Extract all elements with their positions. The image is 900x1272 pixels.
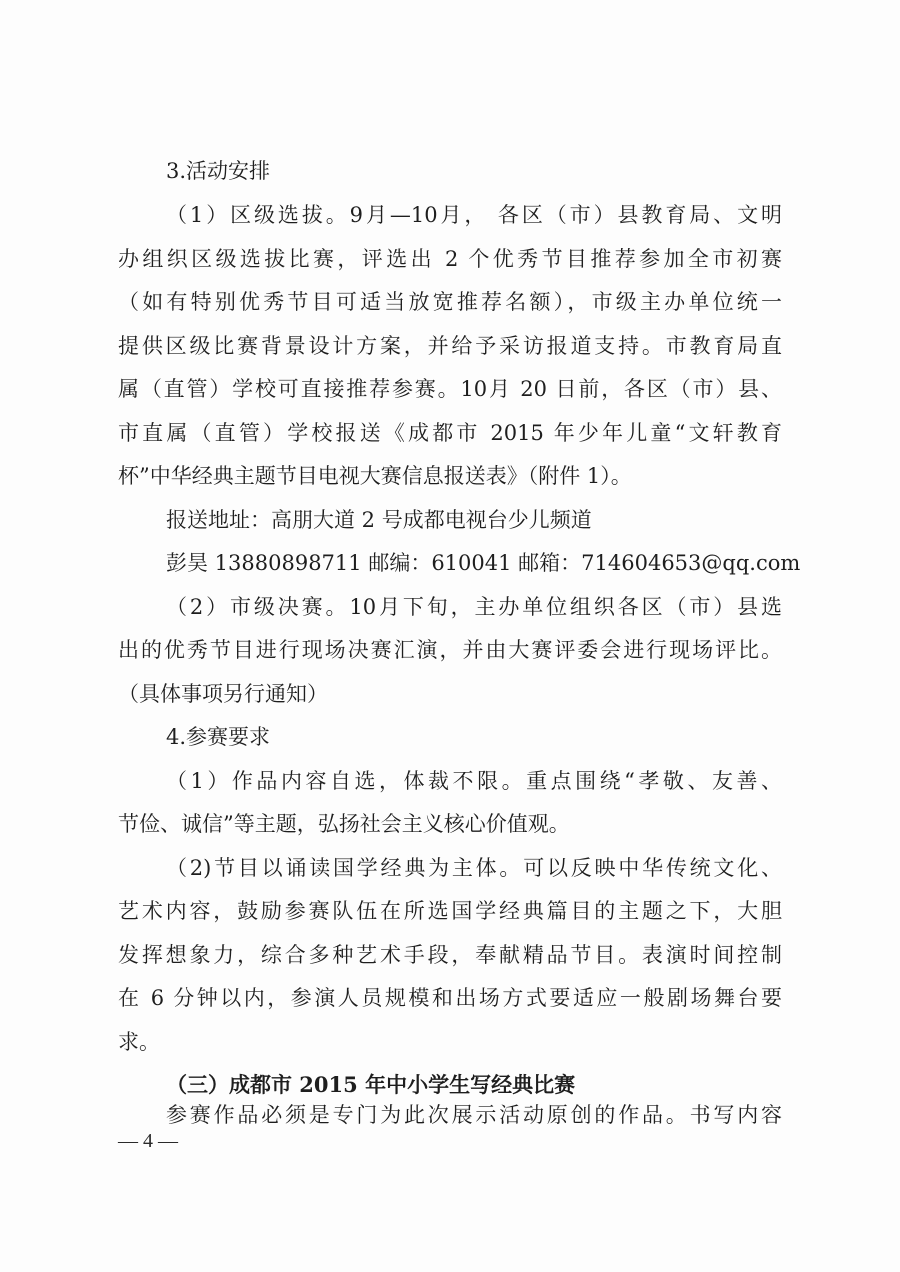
paragraph-line: 属（直管）学校可直接推荐参赛。10月 20 日前，各区（市）县、 xyxy=(118,377,782,401)
section-heading-activity-arrangement: 3.活动安排 xyxy=(166,159,271,183)
paragraph-line: 办组织区级选拔比赛，评选出 2 个优秀节目推荐参加全市初赛 xyxy=(118,247,782,271)
paragraph-line: 提供区级比赛背景设计方案，并给予采访报道支持。市教育局直 xyxy=(118,334,782,358)
paragraph-line: （2)节目以诵读国学经典为主体。可以反映中华传统文化、 xyxy=(166,856,782,880)
paragraph-line: 艺术内容，鼓励参赛队伍在所选国学经典篇目的主题之下，大胆 xyxy=(118,899,782,923)
page-number: — 4 — xyxy=(118,1130,178,1152)
section-heading-entry-requirements: 4.参赛要求 xyxy=(166,725,271,749)
paragraph-line: （1）作品内容自选，体裁不限。重点围绕“孝敬、友善、 xyxy=(166,769,782,793)
paragraph-line: （1）区级选拔。9月—10月， 各区（市）县教育局、文明 xyxy=(166,203,782,227)
contact-line: 彭昊 13880898711 邮编：610041 邮箱：714604653@qq.com xyxy=(166,551,801,575)
section-heading-calligraphy-contest: （三）成都市 2015 年中小学生写经典比赛 xyxy=(166,1072,576,1097)
paragraph-line: （2）市级决赛。10月下旬，主办单位组织各区（市）县选 xyxy=(166,595,782,619)
paragraph-line: 参赛作品必须是专门为此次展示活动原创的作品。书写内容 xyxy=(166,1103,782,1127)
paragraph-line: 节俭、诚信”等主题，弘扬社会主义核心价值观。 xyxy=(118,812,570,836)
paragraph-line: （如有特别优秀节目可适当放宽推荐名额），市级主办单位统一 xyxy=(118,290,782,314)
address-line: 报送地址：高朋大道 2 号成都电视台少儿频道 xyxy=(166,508,592,532)
paragraph-line: 出的优秀节目进行现场决赛汇演，并由大赛评委会进行现场评比。 xyxy=(118,638,782,662)
paragraph-line: 杯”中华经典主题节目电视大赛信息报送表》（附件 1）。 xyxy=(118,464,632,488)
paragraph-line: 发挥想象力，综合多种艺术手段，奉献精品节目。表演时间控制 xyxy=(118,943,782,967)
paragraph-line: 市直属（直管）学校报送《成都市 2015 年少年儿童“文轩教育 xyxy=(118,421,782,445)
paragraph-line: （具体事项另行通知） xyxy=(118,682,328,706)
paragraph-line: 求。 xyxy=(118,1030,160,1054)
paragraph-line: 在 6 分钟以内，参演人员规模和出场方式要适应一般剧场舞台要 xyxy=(118,986,782,1010)
